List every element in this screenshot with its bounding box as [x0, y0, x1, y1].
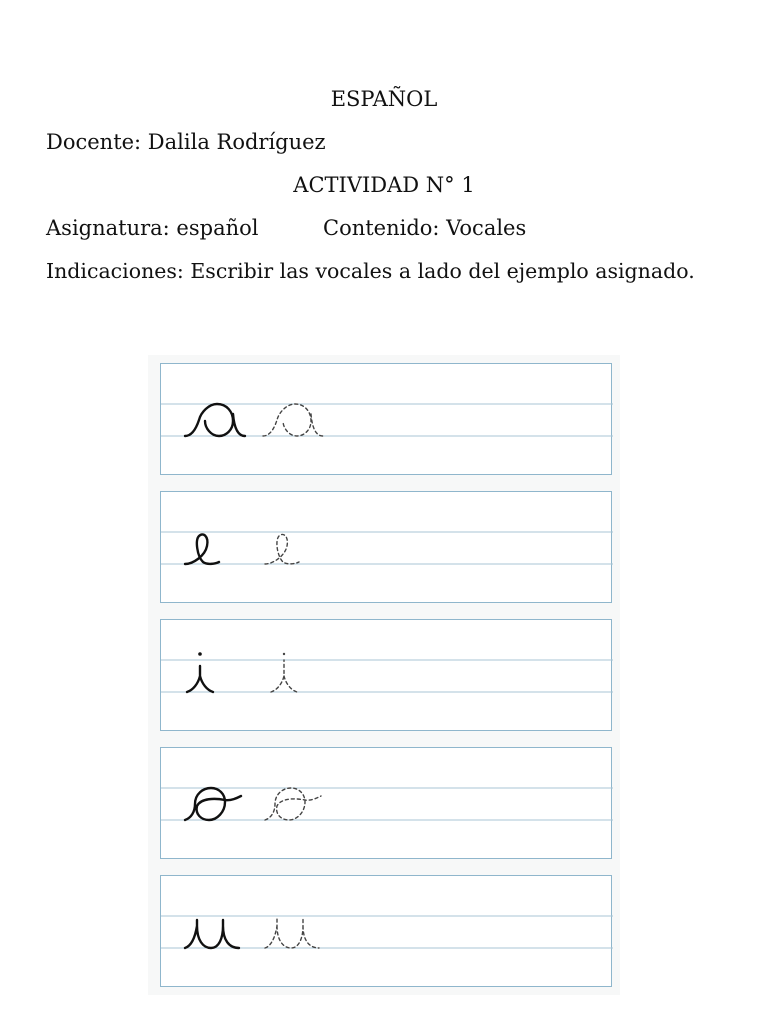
cursive-e-icon: [161, 492, 613, 604]
worksheet-row-i: [160, 619, 612, 731]
worksheet-row-a: [160, 363, 612, 475]
page-title: ESPAÑOL: [330, 87, 438, 111]
activity-number: ACTIVIDAD N° 1: [293, 173, 475, 197]
worksheet-row-o: [160, 747, 612, 859]
teacher-line: Docente: Dalila Rodríguez: [46, 130, 326, 154]
handwriting-worksheet: [148, 355, 620, 995]
subject-line: Asignatura: español: [46, 216, 259, 240]
cursive-i-icon: [161, 620, 613, 732]
cursive-u-icon: [161, 876, 613, 988]
instructions-line: Indicaciones: Escribir las vocales a lado del ejemplo asignado.: [46, 259, 695, 283]
content-line: Contenido: Vocales: [323, 216, 527, 240]
worksheet-row-u: [160, 875, 612, 987]
worksheet-row-e: [160, 491, 612, 603]
cursive-a-icon: [161, 364, 613, 476]
cursive-o-icon: [161, 748, 613, 860]
